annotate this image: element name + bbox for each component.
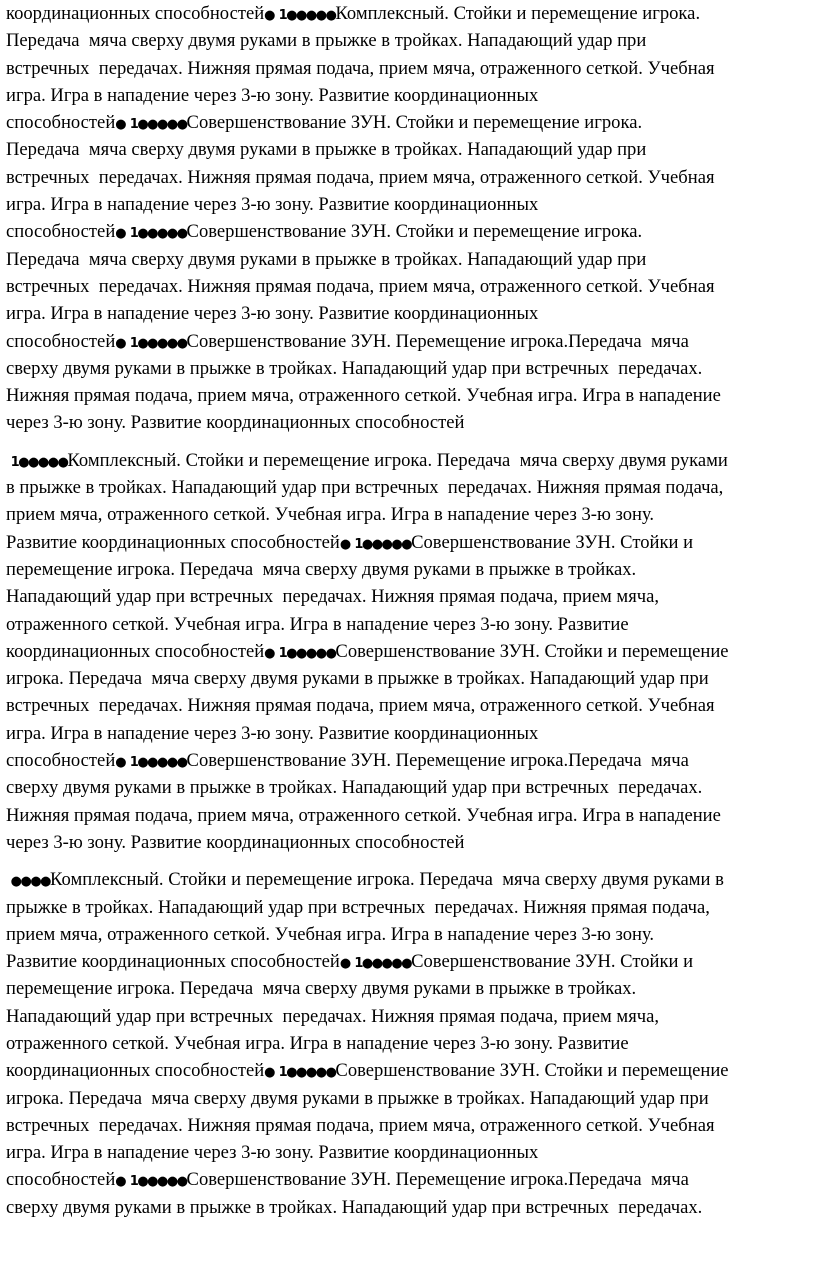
bullet-marker: ● bbox=[115, 226, 126, 242]
text-line: прием мяча, отраженного сеткой. Учебная игра. Игра в нападение через 3-ю зону. bbox=[6, 504, 655, 526]
text-line: Передача мяча сверху двумя руками в прыжке в тройках. Нападающий удар при bbox=[6, 248, 647, 270]
bullet-marker: ●●●● bbox=[10, 874, 51, 890]
text-line: способностей● 1●●●●●Совершенствование ЗУН. Стойки и перемещение игрока. bbox=[6, 221, 643, 243]
text-line: игрока. Передача мяча сверху двумя руками в прыжке в тройках. Нападающий удар при bbox=[6, 668, 709, 690]
text-line: Развитие координационных способностей● 1●●●●●Совершенствование ЗУН. Стойки и bbox=[6, 951, 694, 973]
bullet-marker: 1●●●●● bbox=[278, 8, 336, 23]
text-line: 1●●●●●Комплексный. Стойки и перемещение игрока. Передача мяча сверху двумя руками bbox=[10, 449, 728, 471]
text-line: встречных передачах. Нижняя прямая подача, прием мяча, отраженного сеткой. Учебная bbox=[6, 275, 715, 297]
bullet-marker: ● bbox=[115, 755, 126, 771]
text-line: отраженного сеткой. Учебная игра. Игра в нападение через 3-ю зону. Развитие bbox=[6, 1032, 629, 1054]
bullet-marker: 1●●●●● bbox=[129, 755, 187, 771]
text-line: способностей● 1●●●●●Совершенствование ЗУН. Перемещение игрока.Передача мяча bbox=[6, 330, 689, 352]
text-line: встречных передачах. Нижняя прямая подача, прием мяча, отраженного сеткой. Учебная bbox=[6, 695, 715, 717]
text-line: через 3-ю зону. Развитие координационных способностей bbox=[6, 412, 465, 434]
text-line: игра. Игра в нападение через 3-ю зону. Развитие координационных bbox=[6, 1142, 539, 1164]
bullet-marker: 1●●●●● bbox=[129, 226, 187, 242]
document-body bbox=[6, 0, 814, 1221]
bullet-marker: 1●●●●● bbox=[129, 117, 187, 133]
text-line: перемещение игрока. Передача мяча сверху двумя руками в прыжке в тройках. bbox=[6, 978, 637, 1000]
text-line: сверху двумя руками в прыжке в тройках. Нападающий удар при встречных передачах. bbox=[6, 357, 703, 379]
bullet-marker: 1●●●●● bbox=[354, 536, 412, 552]
text-line: перемещение игрока. Передача мяча сверху двумя руками в прыжке в тройках. bbox=[6, 558, 637, 580]
bullet-marker: ● bbox=[339, 536, 350, 552]
text-line: Нижняя прямая подача, прием мяча, отраженного сеткой. Учебная игра. Игра в нападение bbox=[6, 804, 721, 826]
text-line: Нижняя прямая подача, прием мяча, отраженного сеткой. Учебная игра. Игра в нападение bbox=[6, 385, 721, 407]
text-line: способностей● 1●●●●●Совершенствование ЗУН. Перемещение игрока.Передача мяча bbox=[6, 750, 689, 772]
text-line: в прыжке в тройках. Нападающий удар при встречных передачах. Нижняя прямая подача, bbox=[6, 477, 724, 499]
text-line: игрока. Передача мяча сверху двумя руками в прыжке в тройках. Нападающий удар при bbox=[6, 1087, 709, 1109]
text-line: Передача мяча сверху двумя руками в прыжке в тройках. Нападающий удар при bbox=[6, 30, 647, 52]
text-line: способностей● 1●●●●●Совершенствование ЗУН. Стойки и перемещение игрока. bbox=[6, 112, 643, 134]
text-line: игра. Игра в нападение через 3-ю зону. Развитие координационных bbox=[6, 84, 539, 106]
text-line: встречных передачах. Нижняя прямая подача, прием мяча, отраженного сеткой. Учебная bbox=[6, 166, 715, 188]
text-line: ●●●●Комплексный. Стойки и перемещение игрока. Передача мяча сверху двумя руками в bbox=[10, 869, 724, 891]
text-line: прыжке в тройках. Нападающий удар при встречных передачах. Нижняя прямая подача, bbox=[6, 896, 710, 918]
bullet-marker: 1●●●●● bbox=[354, 956, 412, 972]
text-line: Нападающий удар при встречных передачах. Нижняя прямая подача, прием мяча, bbox=[6, 1005, 660, 1027]
text-line: встречных передачах. Нижняя прямая подача, прием мяча, отраженного сеткой. Учебная bbox=[6, 57, 715, 79]
bullet-marker: ● bbox=[115, 335, 126, 351]
text-line: через 3-ю зону. Развитие координационных способностей bbox=[6, 831, 465, 853]
text-line: координационных способностей● 1●●●●●Совершенствование ЗУН. Стойки и перемещение bbox=[6, 640, 729, 662]
bullet-marker: ● bbox=[264, 1065, 274, 1081]
text-line: сверху двумя руками в прыжке в тройках. Нападающий удар при встречных передачах. bbox=[6, 1196, 703, 1218]
bullet-marker: ● bbox=[339, 956, 350, 972]
bullet-marker: ● bbox=[264, 645, 274, 661]
text-line: Передача мяча сверху двумя руками в прыжке в тройках. Нападающий удар при bbox=[6, 139, 647, 161]
bullet-marker: 1●●●●● bbox=[278, 1065, 336, 1081]
bullet-marker: 1●●●●● bbox=[10, 454, 68, 470]
text-line: Нападающий удар при встречных передачах. Нижняя прямая подача, прием мяча, bbox=[6, 586, 660, 608]
text-line: игра. Игра в нападение через 3-ю зону. Развитие координационных bbox=[6, 722, 539, 744]
bullet-marker: 1●●●●● bbox=[278, 645, 336, 661]
paragraph-3 bbox=[6, 866, 814, 1221]
text-line: игра. Игра в нападение через 3-ю зону. Развитие координационных bbox=[6, 303, 539, 325]
bullet-marker: 1●●●●● bbox=[129, 1174, 187, 1190]
paragraph-spacer bbox=[6, 856, 814, 866]
text-line: отраженного сеткой. Учебная игра. Игра в нападение через 3-ю зону. Развитие bbox=[6, 613, 629, 635]
text-line: игра. Игра в нападение через 3-ю зону. Развитие координационных bbox=[6, 194, 539, 216]
text-line: сверху двумя руками в прыжке в тройках. Нападающий удар при встречных передачах. bbox=[6, 777, 703, 799]
bullet-marker: ● bbox=[115, 117, 126, 133]
text-line: встречных передачах. Нижняя прямая подача, прием мяча, отраженного сеткой. Учебная bbox=[6, 1114, 715, 1136]
bullet-marker: ● bbox=[264, 8, 274, 23]
text-line: Развитие координационных способностей● 1●●●●●Совершенствование ЗУН. Стойки и bbox=[6, 531, 694, 553]
paragraph-2 bbox=[6, 447, 814, 856]
text-line: способностей● 1●●●●●Совершенствование ЗУН. Перемещение игрока.Передача мяча bbox=[6, 1169, 689, 1191]
bullet-marker: 1●●●●● bbox=[129, 335, 187, 351]
text-line: координационных способностей● 1●●●●●Совершенствование ЗУН. Стойки и перемещение bbox=[6, 1060, 729, 1082]
text-line: координационных способностей● 1●●●●●Комплексный. Стойки и перемещение игрока. bbox=[6, 3, 701, 24]
paragraph-1 bbox=[6, 0, 814, 437]
bullet-marker: ● bbox=[115, 1174, 126, 1190]
paragraph-spacer bbox=[6, 437, 814, 447]
text-line: прием мяча, отраженного сеткой. Учебная игра. Игра в нападение через 3-ю зону. bbox=[6, 923, 655, 945]
